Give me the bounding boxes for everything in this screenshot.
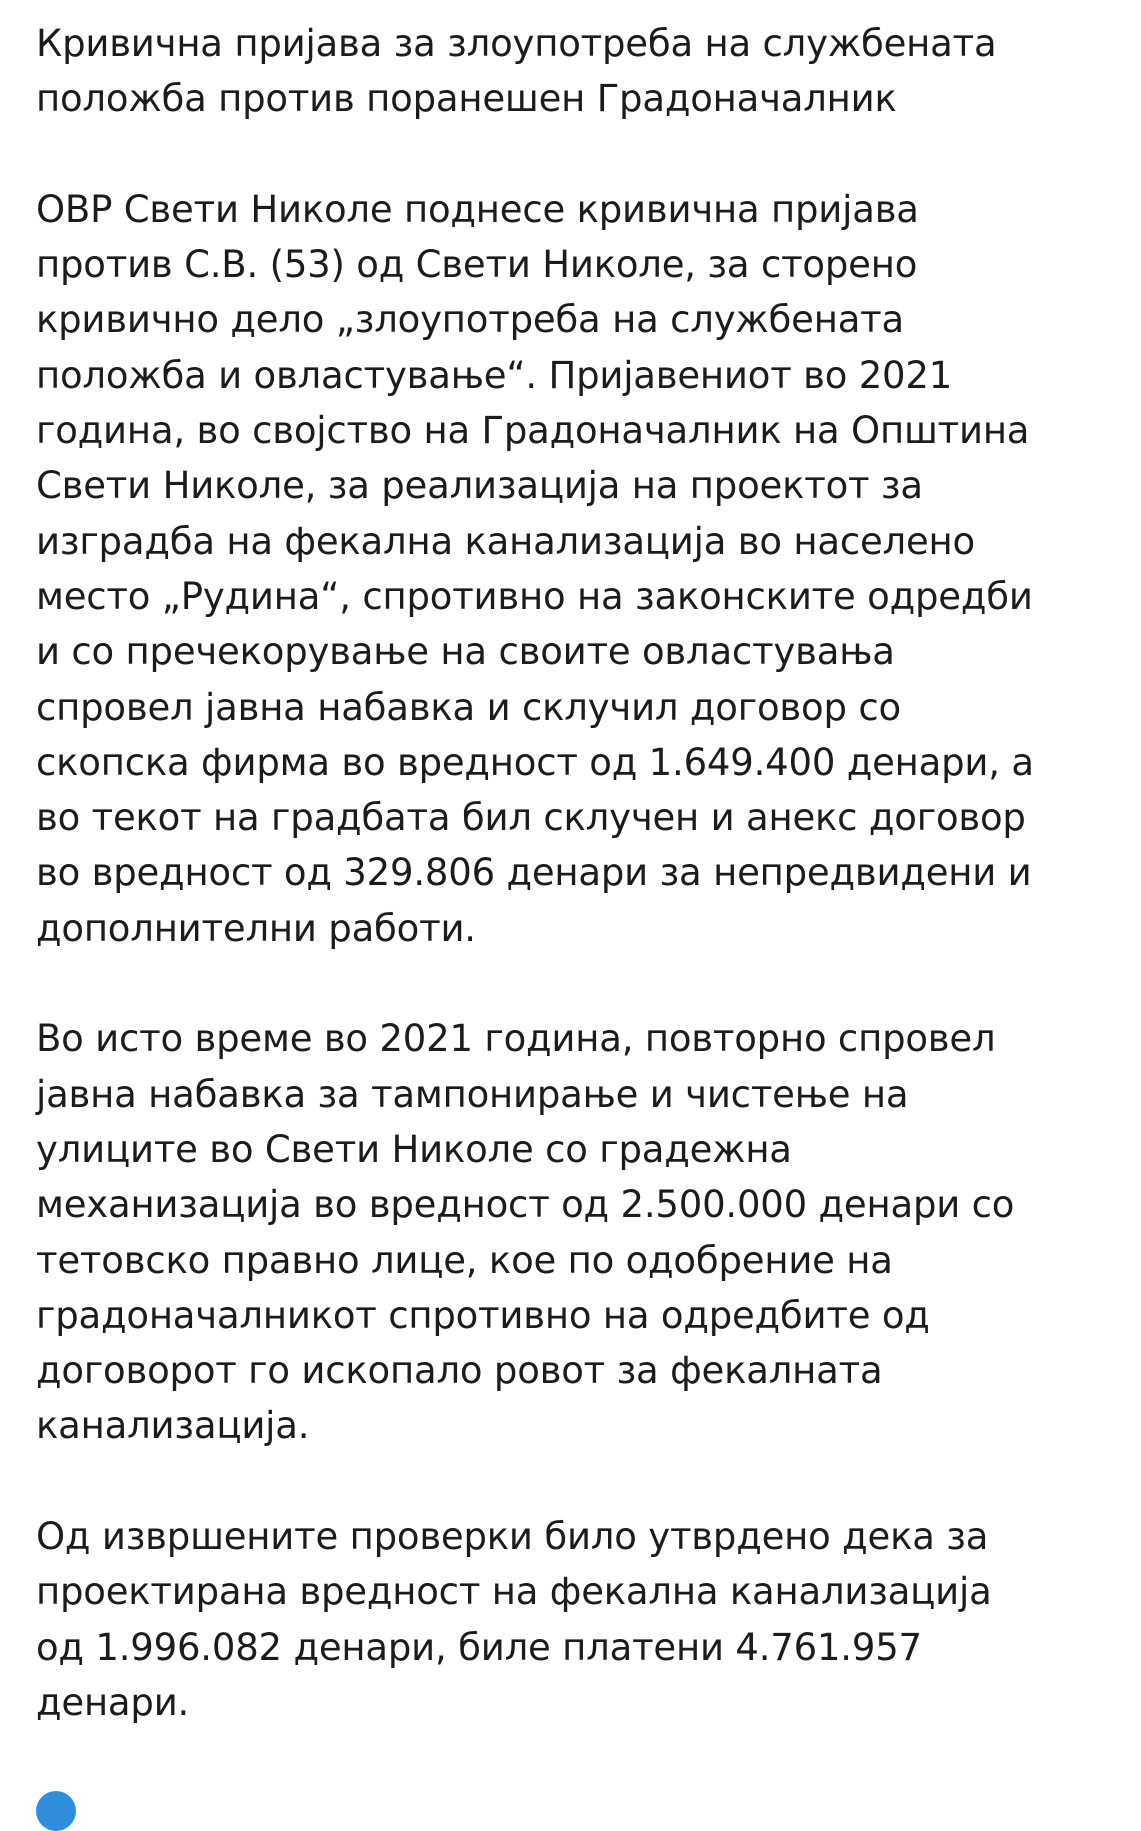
post-body <box>36 16 1131 1730</box>
avatar[interactable] <box>36 1791 76 1831</box>
post-paragraph-1: ОВР Свети Николе поднесе кривична пријава против С.В. (53) од Свети Николе, за сторено кривично дело „злоупотреба на службената положба и овластување“. Пријавениот во 2021 година, во својство на Градоначалник на Општина Свети Николе, за реализација на проектот за изградба на фекална канализација во населено место „Рудина“, спротивно на законските одредби и со пречекорување на своите овластувања спровел јавна набавка и склучил договор со скопска фирма во вредност од 1.649.400 денари, а во текот на градбата бил склучен и анекс договор во вредност од 329.806 денари за непредвидени и дополнителни работи. <box>36 187 1034 950</box>
post-paragraph-2: Во исто време во 2021 година, повторно спровел јавна набавка за тампонирање и чистење на улиците во Свети Николе со градежна механизација во вредност од 2.500.000 денари со тетовско правно лице, кое по одобрение на градоначалникот спротивно на одредбите од договорот го ископало ровот за фекалната канализација. <box>36 1017 1015 1448</box>
post-paragraph-3: Од извршените проверки било утврдено дека за проектирана вредност на фекална канализација од 1.996.082 денари, биле платени 4.761.957 денари. <box>36 1515 992 1724</box>
post-title: Кривична пријава за злоупотреба на службената положба против поранешен Градоначалник <box>36 22 997 121</box>
